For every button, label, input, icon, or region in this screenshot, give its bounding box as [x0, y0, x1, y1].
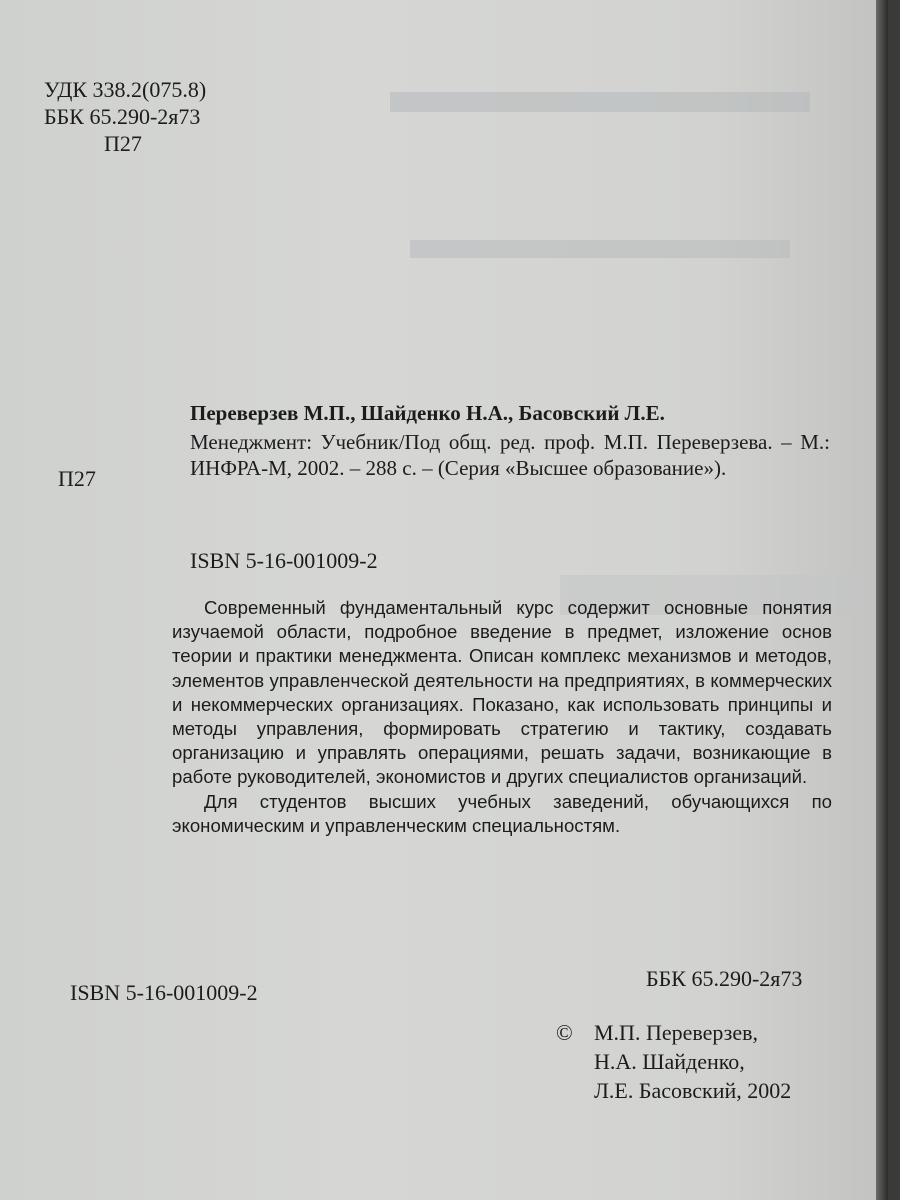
copyright-holder: Л.Е. Басовский, 2002 [594, 1078, 792, 1103]
margin-author-mark: П27 [58, 466, 96, 491]
abstract-paragraph: Современный фундаментальный курс содержит основные понятия изучаемой области, подробное введение в предмет, изложение основ теории и практики менеджмента. Описан комплекс механизмов и методов, элементов управленческой деятельности на предприятиях, в коммерческих и некоммерческих организациях. Показано, как использовать принципы и методы управления, формировать стратегию и тактику, создавать организацию и управлять операциями, решать задачи, возникающие в работе руководителей, экономистов и других специалистов организаций. [172, 597, 832, 788]
show-through-shadow [410, 240, 790, 258]
author-mark: П27 [104, 131, 142, 156]
copyright-symbol: © [556, 1020, 573, 1045]
isbn-top: ISBN 5-16-001009-2 [190, 548, 378, 573]
bibliographic-description: Менеджмент: Учебник/Под общ. ред. проф. М.П. Переверзева. – М.: ИНФРА-М, 2002. – 288 с. – (Серия «Высшее образование»). [190, 430, 830, 480]
udk-code: УДК 338.2(075.8) [44, 77, 207, 102]
isbn-bottom: ISBN 5-16-001009-2 [70, 980, 258, 1005]
authors: Переверзев М.П., Шайденко Н.А., Басовский Л.Е. [190, 401, 665, 425]
bbk-bottom: ББК 65.290-2я73 [646, 966, 803, 991]
show-through-shadow [390, 92, 810, 112]
copyright-holder: Н.А. Шайденко, [594, 1049, 745, 1074]
copyright-block [556, 1018, 791, 1105]
page-edge-shadow [876, 0, 888, 1200]
abstract-paragraph: Для студентов высших учебных заведений, обучающихся по экономическим и управленческим специальностям. [172, 790, 832, 836]
abstract [172, 596, 832, 838]
bibliographic-record [190, 400, 830, 481]
bbk-code: ББК 65.290-2я73 [44, 104, 201, 129]
copyright-holder: М.П. Переверзев, [594, 1020, 759, 1045]
classification-codes [44, 76, 206, 157]
